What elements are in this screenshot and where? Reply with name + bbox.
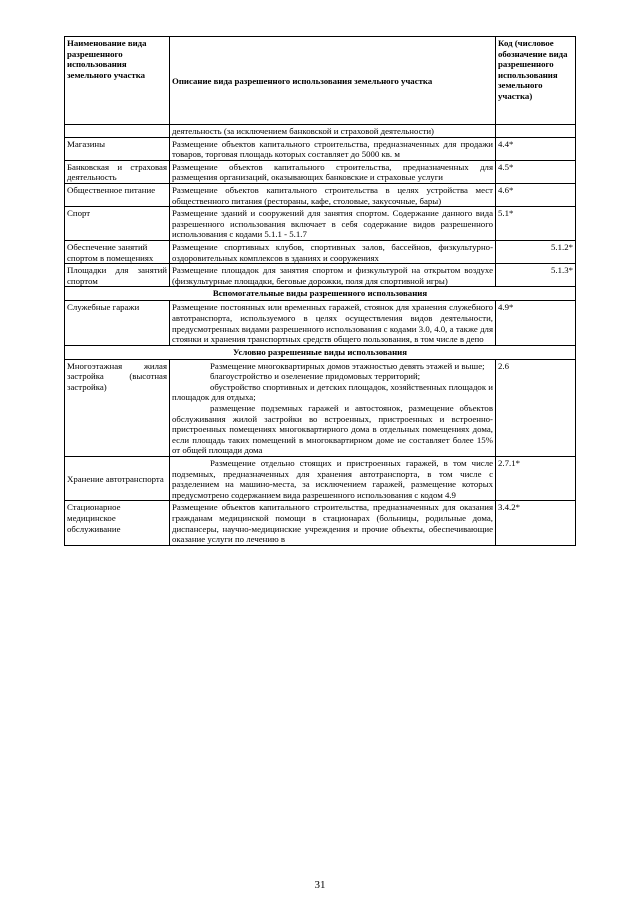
row-name: Общественное питание <box>65 183 170 206</box>
table-row <box>65 501 576 545</box>
row-description: Размещение зданий и сооружений для занятия спортом. Содержание данного вида разрешенного использования включает в себя содержание видов разрешенного использования с кодами 5.1.1 - 5.1.7 <box>170 207 496 241</box>
row-description: деятельность (за исключением банковской и страховой деятельности) <box>170 125 496 138</box>
row-name: Хранение автотранспорта <box>65 457 170 501</box>
header-code: Код (числовое обозначение вида разрешенного использования земельного участка) <box>496 37 576 125</box>
row-name: Обеспечение занятий спортом в помещениях <box>65 240 170 263</box>
table-row <box>65 457 576 501</box>
row-code: 5.1* <box>496 207 576 241</box>
row-description: Размещение постоянных или временных гаражей, стоянок для хранения служебного автотранспорта, используемого в целях осуществления видов деятельности, предусмотренных видами разрешенного использования с кодами 3.0, 4.0, а также для стоянки и хранения транспортных средств общего пользования, в том числе в депо <box>170 301 496 345</box>
description-paragraph: размещение подземных гаражей и автостоянок, размещение объектов обслуживания жилой застройки во встроенных, пристроенных и встроенно-пристроенных помещениях многоквартирного дома в отдельных помещениях дома, если площадь таких помещений в многоквартирном доме не составляет более 15% от общей площади дома <box>172 403 493 456</box>
row-code: 2.7.1* <box>496 457 576 501</box>
table-row <box>65 240 576 263</box>
section-title-auxiliary: Вспомогательные виды разрешенного использования <box>65 287 576 301</box>
row-code: 3.4.2* <box>496 501 576 545</box>
table-row <box>65 207 576 241</box>
row-name: Площадки для занятий спортом <box>65 264 170 287</box>
row-code: 5.1.2* <box>496 240 576 263</box>
table-row <box>65 264 576 287</box>
row-name: Стационарное медицинское обслуживание <box>65 501 170 545</box>
header-description: Описание вида разрешенного использования земельного участка <box>170 37 496 125</box>
row-name: Служебные гаражи <box>65 301 170 345</box>
row-code: 5.1.3* <box>496 264 576 287</box>
row-description <box>170 457 496 501</box>
row-code: 4.4* <box>496 137 576 160</box>
row-description: Размещение объектов капитального строительства, предназначенных для размещения организаций, оказывающих банковские и страховые услуги <box>170 160 496 183</box>
table-row <box>65 137 576 160</box>
row-name <box>65 125 170 138</box>
section-title-conditional: Условно разрешенные виды использования <box>65 345 576 359</box>
page-number: 31 <box>314 879 326 891</box>
row-name: Спорт <box>65 207 170 241</box>
row-name: Магазины <box>65 137 170 160</box>
table-row <box>65 359 576 456</box>
row-code: 4.9* <box>496 301 576 345</box>
row-description: Размещение площадок для занятия спортом и физкультурой на открытом воздухе (физкультурные площадки, беговые дорожки, поля для спортивной игры) <box>170 264 496 287</box>
row-description: Размещение объектов капитального строительства в целях устройства мест общественного питания (рестораны, кафе, столовые, закусочные, бары) <box>170 183 496 206</box>
table-row <box>65 183 576 206</box>
description-paragraph: Размещение многоквартирных домов этажностью девять этажей и выше; <box>210 360 485 371</box>
row-description: Размещение объектов капитального строительства, предназначенных для продажи товаров, торговая площадь которых составляет до 5000 кв. м <box>170 137 496 160</box>
section-header-row <box>65 287 576 301</box>
row-code: 4.6* <box>496 183 576 206</box>
land-use-table <box>64 36 576 546</box>
row-code: 2.6 <box>496 359 576 456</box>
row-description: Размещение спортивных клубов, спортивных залов, бассейнов, физкультурно-оздоровительных комплексов в зданиях и сооружениях <box>170 240 496 263</box>
section-header-row <box>65 345 576 359</box>
row-name: Многоэтажная жилая застройка (высотная застройка) <box>65 359 170 456</box>
row-description <box>170 359 496 456</box>
row-code <box>496 125 576 138</box>
header-name: Наименование вида разрешенного использования земельного участка <box>65 37 170 125</box>
row-code: 4.5* <box>496 160 576 183</box>
table-header-row <box>65 37 576 125</box>
description-paragraph: благоустройство и озеленение придомовых территорий; <box>210 371 421 382</box>
description-paragraph: обустройство спортивных и детских площадок, хозяйственных площадок и площадок для отдыха; <box>172 381 493 403</box>
row-description: Размещение объектов капитального строительства, предназначенных для оказания гражданам медицинской помощи в стационарах (больницы, родильные дома, диспансеры, научно-медицинские учреждения и прочие объекты, обеспечивающие оказание услуги по лечению в <box>170 501 496 545</box>
description-paragraph: Размещение отдельно стоящих и пристроенных гаражей, в том числе подземных, предназначенных для хранения автотранспорта, в том числе с разделением на машино-места, за исключением гаражей, размещение которых предусмотрено содержанием вида разрешенного использования с кодом 4.9 <box>172 458 493 500</box>
table-row <box>65 301 576 345</box>
row-name: Банковская и страховая деятельность <box>65 160 170 183</box>
table-row <box>65 125 576 138</box>
table-row <box>65 160 576 183</box>
